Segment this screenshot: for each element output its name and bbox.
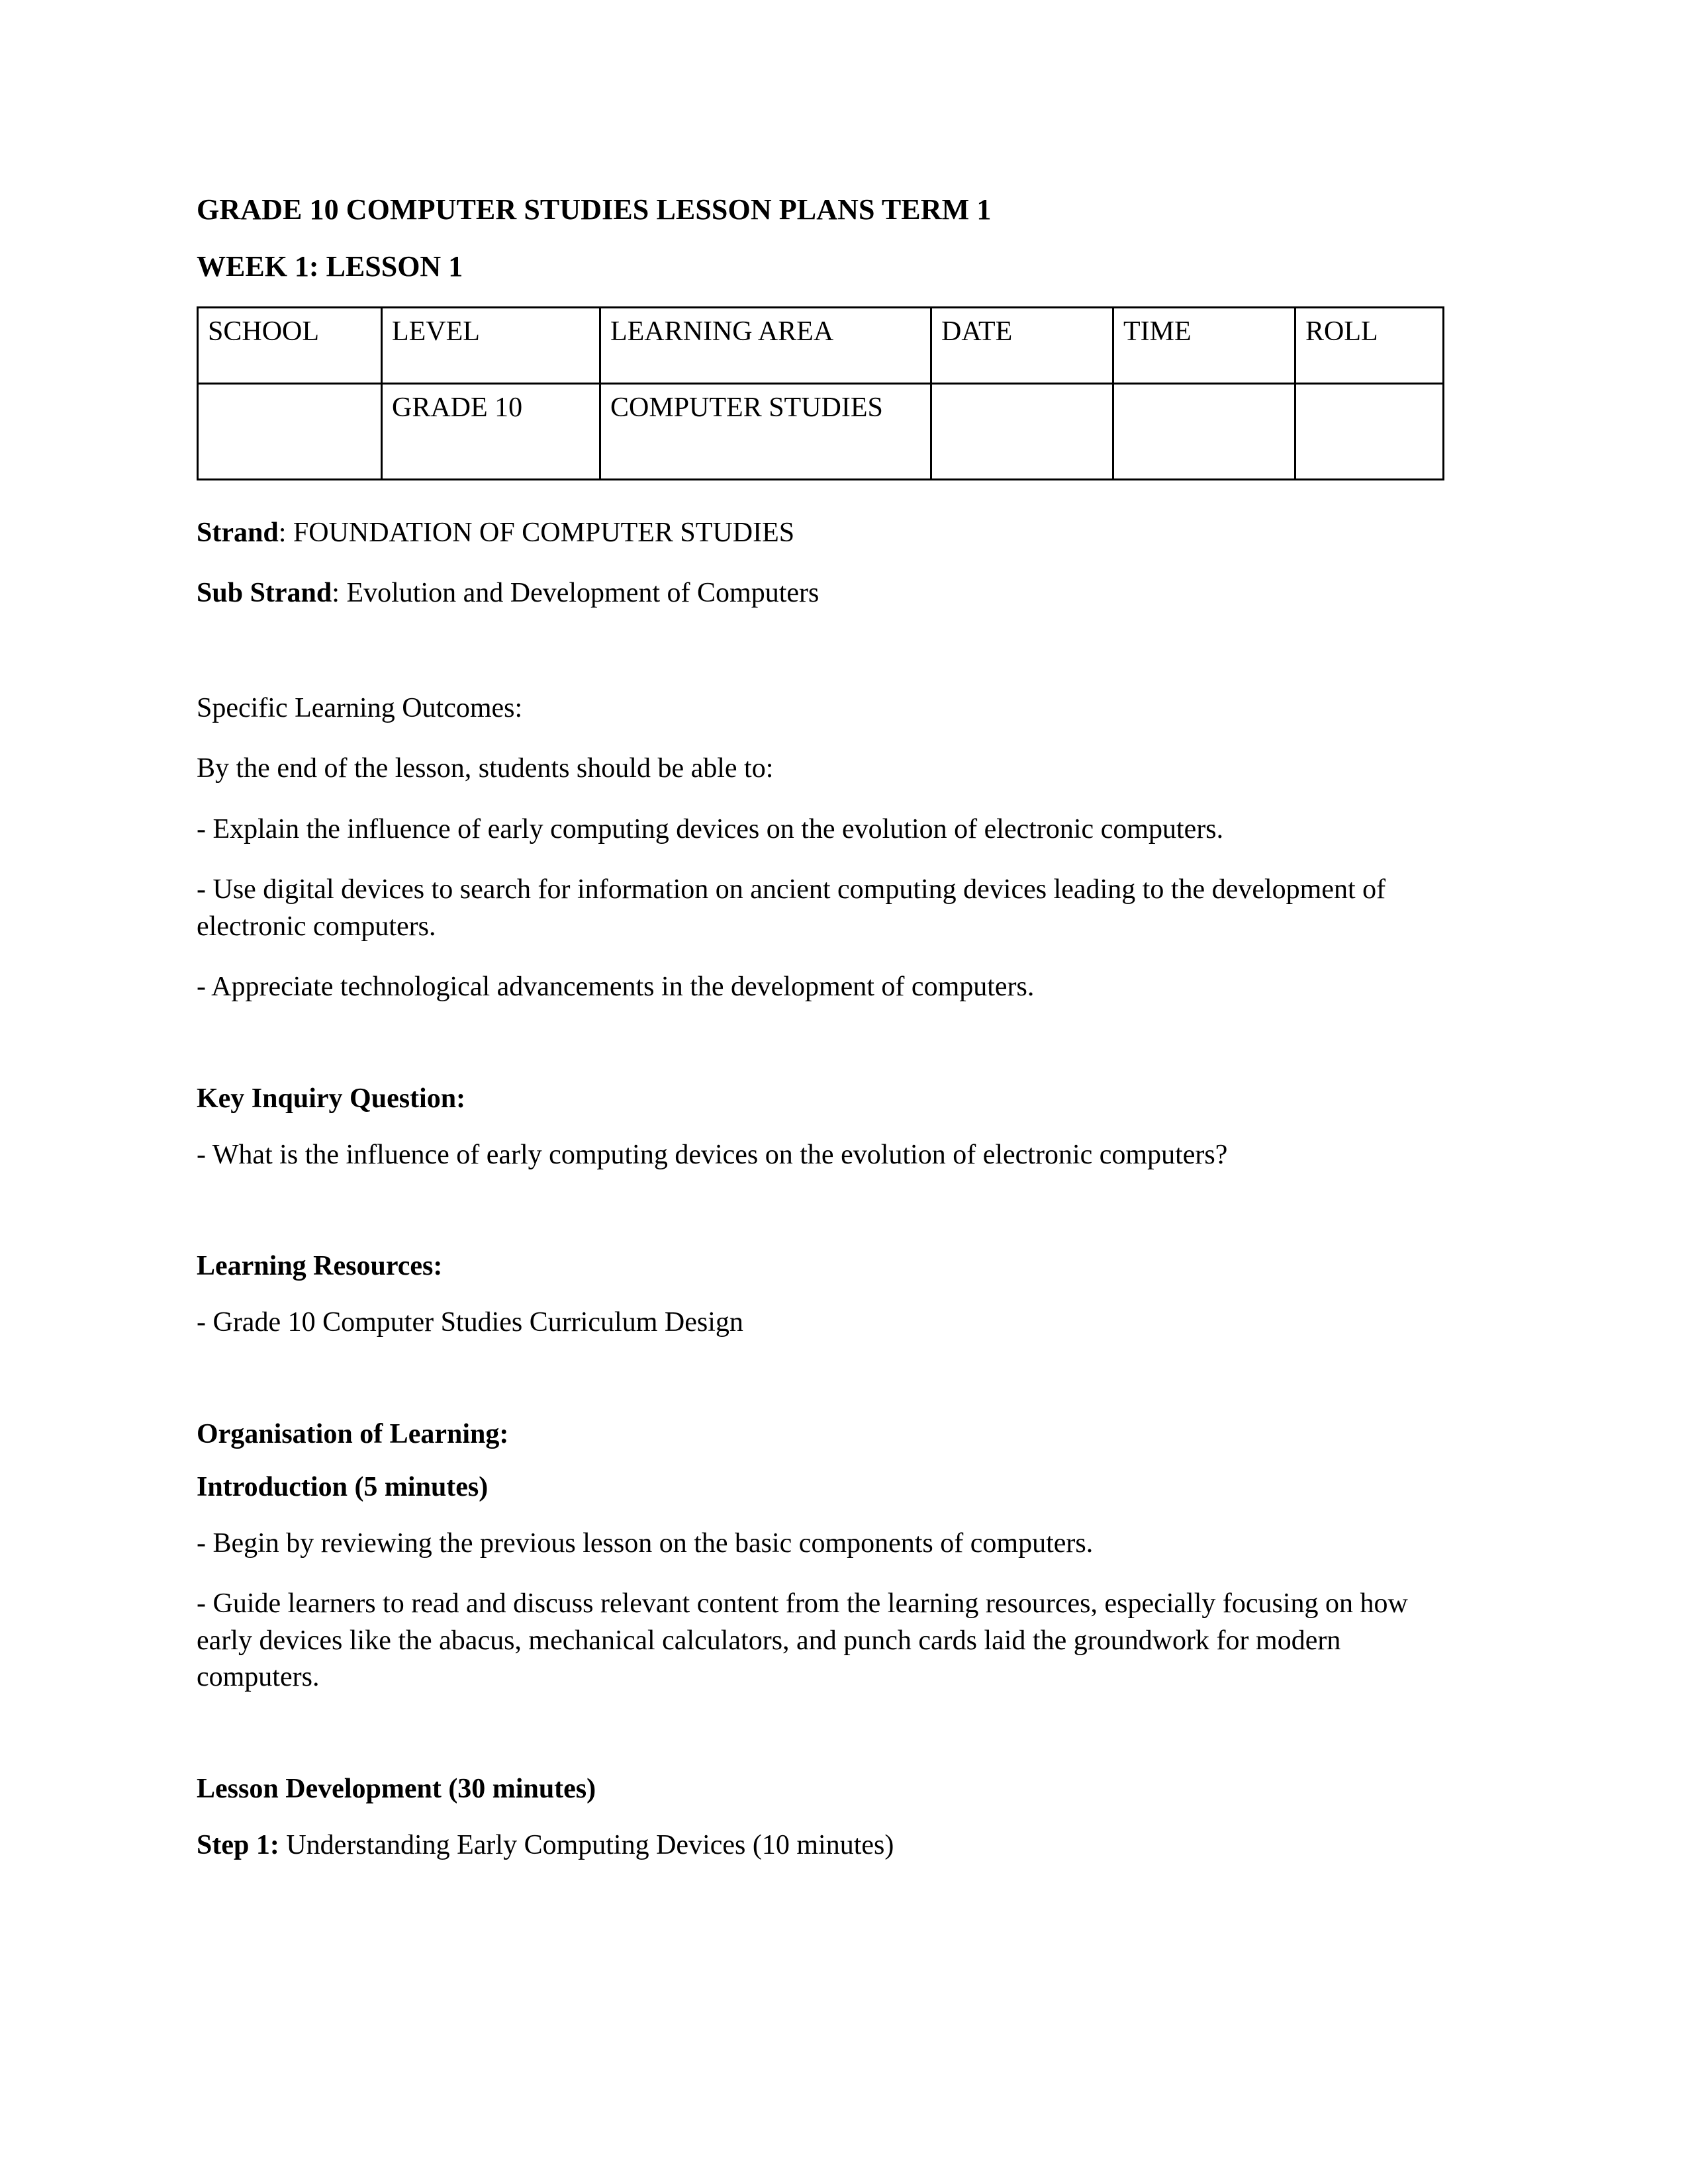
- spacer-before-learning-resources: [197, 1197, 1458, 1251]
- spacer-before-lesson-development: [197, 1720, 1458, 1774]
- introduction-heading: Introduction (5 minutes): [197, 1471, 489, 1502]
- step-1-line: [197, 1827, 1458, 1864]
- table-header-time: TIME: [1113, 308, 1295, 384]
- table-cell-school[interactable]: [198, 384, 382, 480]
- sub-strand-label: Sub Strand: [197, 578, 332, 609]
- lesson-info-table: [197, 306, 1444, 480]
- outcome-item-3: - Appreciate technological advancements in the development of computers.: [197, 972, 1035, 1003]
- strand-label: Strand: [197, 518, 279, 548]
- table-header-learning-area: LEARNING AREA: [600, 308, 931, 384]
- sub-strand-separator: :: [332, 578, 347, 609]
- lesson-development-heading: Lesson Development (30 minutes): [197, 1773, 596, 1804]
- outcome-item-2: - Use digital devices to search for information on ancient computing devices leading to the development of electronic computers.: [197, 874, 1386, 942]
- sub-strand-line: [197, 575, 1458, 612]
- spacer-before-organisation: [197, 1365, 1458, 1420]
- specific-learning-outcomes-heading: Specific Learning Outcomes:: [197, 692, 523, 723]
- table-cell-roll[interactable]: [1295, 384, 1444, 480]
- spacer-before-key-inquiry: [197, 1030, 1458, 1084]
- outcomes-lead-in: By the end of the lesson, students should be able to:: [197, 753, 774, 784]
- learning-resources-heading: Learning Resources:: [197, 1251, 443, 1282]
- table-row: [198, 384, 1444, 480]
- strand-separator: :: [278, 518, 293, 548]
- key-inquiry-item-1: - What is the influence of early computing devices on the evolution of electronic computers?: [197, 1139, 1228, 1170]
- page-title: GRADE 10 COMPUTER STUDIES LESSON PLANS TERM 1: [197, 193, 992, 226]
- learning-resource-item-1: - Grade 10 Computer Studies Curriculum Design: [197, 1307, 743, 1338]
- key-inquiry-heading: Key Inquiry Question:: [197, 1083, 466, 1114]
- table-cell-learning-area[interactable]: COMPUTER STUDIES: [600, 384, 931, 480]
- table-header-roll: ROLL: [1295, 308, 1444, 384]
- table-cell-level[interactable]: GRADE 10: [382, 384, 600, 480]
- organisation-of-learning-heading: Organisation of Learning:: [197, 1418, 509, 1449]
- table-header-date: DATE: [931, 308, 1113, 384]
- sub-strand-value: Evolution and Development of Computers: [346, 578, 820, 609]
- document-body: [197, 195, 1458, 1864]
- table-cell-time[interactable]: [1113, 384, 1295, 480]
- table-row-headers: [198, 308, 1444, 384]
- introduction-item-1: - Begin by reviewing the previous lesson on the basic components of computers.: [197, 1527, 1094, 1559]
- outcome-item-1: - Explain the influence of early computing devices on the evolution of electronic computers.: [197, 813, 1224, 844]
- table-header-level: LEVEL: [382, 308, 600, 384]
- introduction-item-2: - Guide learners to read and discuss relevant content from the learning resources, especially focusing on how early devices like the abacus, mechanical calculators, and punch cards laid the groundwork for modern computers.: [197, 1588, 1408, 1693]
- step-1-text: Understanding Early Computing Devices (10 minutes): [279, 1829, 894, 1860]
- step-1-label: Step 1:: [197, 1829, 279, 1860]
- week-lesson-heading: WEEK 1: LESSON 1: [197, 250, 463, 283]
- spacer-after-sub-strand: [197, 636, 1458, 690]
- strand-value: FOUNDATION OF COMPUTER STUDIES: [293, 518, 795, 548]
- table-cell-date[interactable]: [931, 384, 1113, 480]
- table-header-school: SCHOOL: [198, 308, 382, 384]
- strand-line: [197, 515, 1458, 551]
